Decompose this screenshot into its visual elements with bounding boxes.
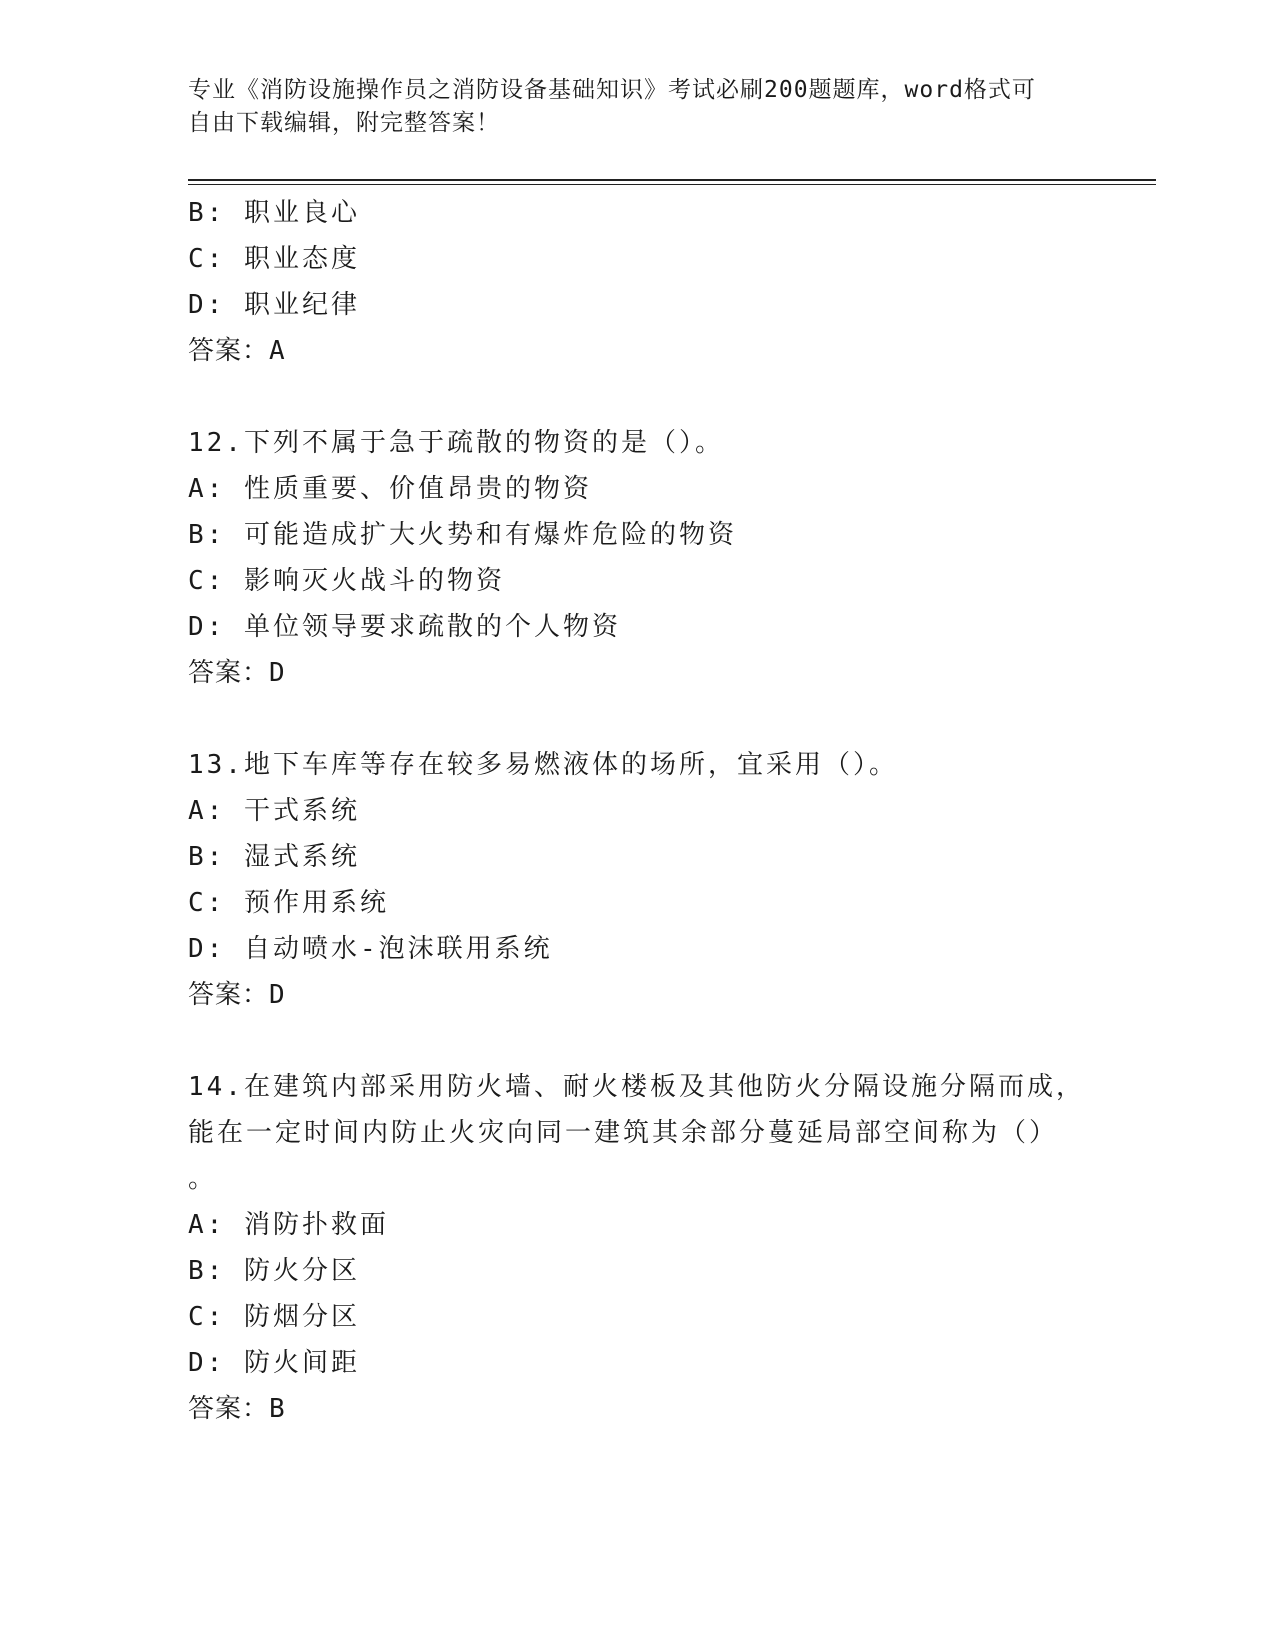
option-text: 消防扑救面 — [243, 1210, 389, 1240]
option-b — [188, 834, 1068, 880]
answer-value: B — [269, 1394, 286, 1424]
option-text: 防火分区 — [243, 1256, 360, 1286]
question-block-14 — [188, 1064, 1085, 1432]
answer-label: 答案： — [188, 1394, 270, 1424]
option-key: B: — [188, 520, 226, 550]
spacer — [188, 1018, 1068, 1064]
header-title-line-2: 自由下载编辑，附完整答案！ — [188, 110, 500, 136]
option-key: D: — [188, 1348, 226, 1378]
answer-label: 答案： — [188, 658, 270, 688]
question-list — [188, 190, 1085, 1432]
option-c — [188, 236, 1068, 282]
option-key: A: — [188, 796, 226, 826]
answer-value: D — [269, 980, 286, 1010]
option-c — [188, 558, 1068, 604]
option-text: 性质重要、价值昂贵的物资 — [243, 474, 592, 504]
option-key: C: — [188, 244, 226, 274]
option-key: B: — [188, 842, 226, 872]
option-key: D: — [188, 934, 226, 964]
option-key: C: — [188, 888, 226, 918]
answer-line — [188, 328, 1068, 374]
question-stem: 13.地下车库等存在较多易燃液体的场所，宜采用（）。 — [188, 750, 898, 780]
option-text: 单位领导要求疏散的个人物资 — [243, 612, 621, 642]
option-text: 职业纪律 — [243, 290, 360, 320]
option-b — [188, 1248, 1068, 1294]
header-title-line-1: 专业《消防设施操作员之消防设备基础知识》考试必刷200题题库，word格式可 — [188, 77, 1036, 103]
answer-label: 答案： — [188, 980, 270, 1010]
document-header — [188, 74, 1088, 140]
answer-line — [188, 972, 1068, 1018]
option-text: 可能造成扩大火势和有爆炸危险的物资 — [243, 520, 737, 550]
answer-value: A — [269, 336, 286, 366]
option-text: 防火间距 — [243, 1348, 360, 1378]
question-block-12 — [188, 420, 1068, 696]
option-key: B: — [188, 198, 226, 228]
question-block-13 — [188, 742, 1068, 1018]
option-text: 湿式系统 — [243, 842, 360, 872]
question-stem-line-1: 14.在建筑内部采用防火墙、耐火楼板及其他防火分隔设施分隔而成， — [188, 1072, 1085, 1102]
option-text: 自动喷水-泡沫联用系统 — [243, 934, 553, 964]
option-text: 防烟分区 — [243, 1302, 360, 1332]
option-key: D: — [188, 612, 226, 642]
option-text: 职业良心 — [243, 198, 360, 228]
header-divider-thick — [188, 179, 1156, 181]
question-stem: 12.下列不属于急于疏散的物资的是（）。 — [188, 428, 724, 458]
spacer — [188, 696, 1068, 742]
option-text: 干式系统 — [243, 796, 360, 826]
option-key: C: — [188, 566, 226, 596]
option-c — [188, 880, 1068, 926]
option-text: 影响灭火战斗的物资 — [243, 566, 505, 596]
option-key: A: — [188, 474, 226, 504]
option-d — [188, 1340, 1068, 1386]
spacer — [188, 374, 1068, 420]
option-a — [188, 1202, 1068, 1248]
option-a — [188, 788, 1068, 834]
option-d — [188, 282, 1068, 328]
answer-value: D — [269, 658, 286, 688]
question-stem-line-3: 。 — [188, 1164, 218, 1194]
question-stem-line-2: 能在一定时间内防止火灾向同一建筑其余部分蔓延局部空间称为（） — [188, 1118, 1059, 1148]
option-a — [188, 466, 1068, 512]
answer-line — [188, 1386, 1068, 1432]
option-c — [188, 1294, 1068, 1340]
option-text: 预作用系统 — [243, 888, 389, 918]
option-d — [188, 926, 1068, 972]
question-block-prev — [188, 190, 1068, 374]
option-text: 职业态度 — [243, 244, 360, 274]
option-key: A: — [188, 1210, 226, 1240]
option-key: B: — [188, 1256, 226, 1286]
option-b — [188, 512, 1068, 558]
option-key: C: — [188, 1302, 226, 1332]
answer-label: 答案： — [188, 336, 270, 366]
answer-line — [188, 650, 1068, 696]
option-b — [188, 190, 1068, 236]
option-key: D: — [188, 290, 226, 320]
header-divider-thin — [188, 184, 1156, 185]
option-d — [188, 604, 1068, 650]
